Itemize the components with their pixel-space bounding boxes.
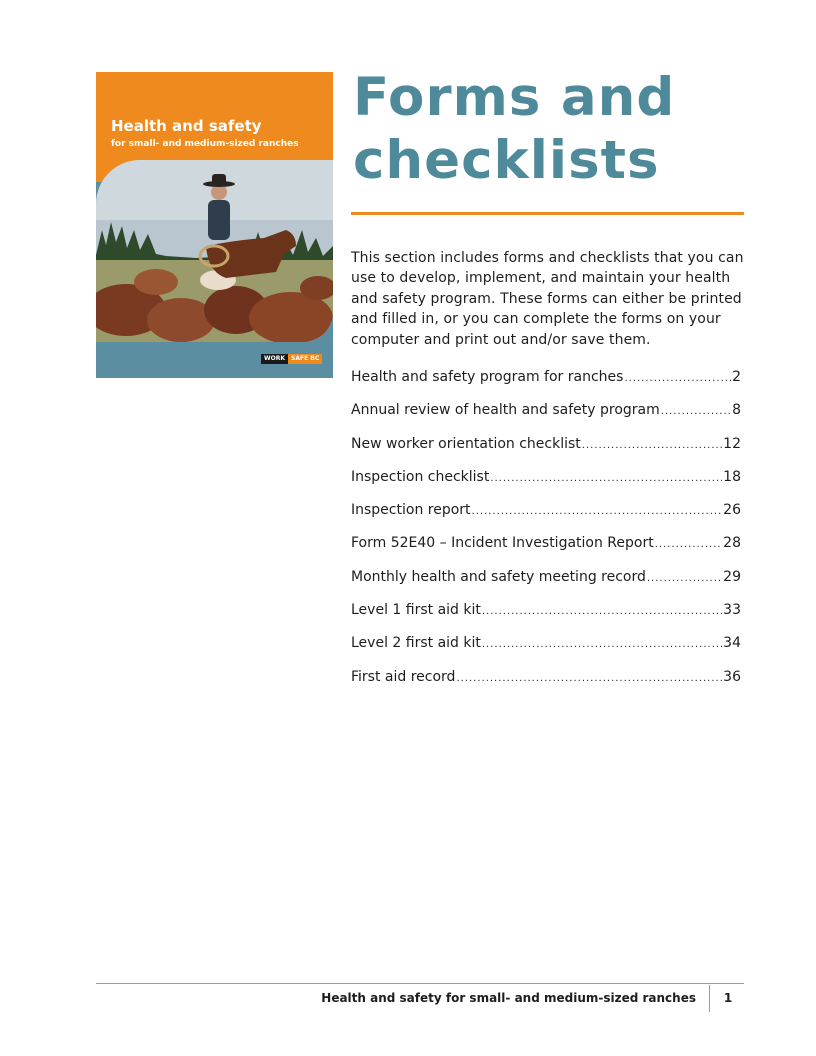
toc-entry[interactable] (351, 599, 741, 632)
logo-work: WORK (261, 354, 288, 364)
toc-entry-page: 36 (723, 668, 741, 685)
toc-entry-page: 18 (723, 468, 741, 485)
toc-entry[interactable] (351, 433, 741, 466)
toc-entry[interactable] (351, 632, 741, 665)
title-divider (351, 212, 744, 215)
toc-entry-page: 33 (723, 602, 741, 619)
toc-entry-page: 12 (723, 435, 741, 452)
intro-paragraph: This section includes forms and checklists that you can use to develop, implement, and maintain your health and safety program. These forms can either be printed and filled in, or you can complete the forms on your computer and print out and/or save them. (351, 250, 744, 348)
toc-entry-label: Inspection report (351, 502, 471, 519)
toc-entry-page: 34 (723, 635, 741, 652)
toc-entry-label: Annual review of health and safety program (351, 402, 660, 419)
toc-leader-dots (482, 634, 722, 656)
toc-entry-label: Monthly health and safety meeting record (351, 568, 646, 585)
cover-subtitle: for small- and medium-sized ranches (111, 139, 299, 149)
toc-leader-dots (490, 468, 722, 490)
worksafebc-logo (261, 354, 322, 364)
toc-entry[interactable] (351, 399, 741, 432)
toc-leader-dots (661, 401, 731, 423)
toc-leader-dots (472, 501, 723, 523)
toc-entry-page: 2 (732, 369, 741, 385)
page-title-line2: checklists (353, 130, 660, 191)
cover-title: Health and safety (111, 117, 262, 135)
toc-entry-label: Level 1 first aid kit (351, 602, 481, 619)
toc-entry-label: Inspection checklist (351, 468, 490, 485)
toc-entry-label: New worker orientation checklist (351, 435, 581, 452)
footer-title: Health and safety for small- and medium-sized ranches (321, 991, 696, 1005)
toc-entry-label: Health and safety program for ranches (351, 369, 624, 385)
toc-entry-label: Level 2 first aid kit (351, 635, 481, 652)
page-title-line1: Forms and (353, 67, 676, 128)
toc-entry-page: 29 (723, 568, 741, 585)
toc-entry[interactable] (351, 566, 741, 599)
toc-leader-dots (456, 668, 722, 690)
footer-divider (96, 983, 744, 984)
toc-leader-dots (482, 601, 722, 623)
toc-entry[interactable] (351, 366, 741, 399)
toc-entry-label: First aid record (351, 668, 456, 685)
toc-entry-page: 8 (732, 402, 741, 419)
toc-entry-page: 26 (723, 502, 741, 519)
toc-leader-dots (582, 435, 722, 457)
toc-entry-page: 28 (723, 535, 741, 552)
page-number: 1 (723, 991, 733, 1005)
toc-entry[interactable] (351, 466, 741, 499)
logo-safebc: SAFE BC (288, 354, 322, 364)
table-of-contents (351, 366, 741, 699)
cover-photo-ranch (96, 160, 333, 342)
page-title (353, 66, 675, 192)
toc-leader-dots (647, 568, 722, 590)
toc-leader-dots (624, 368, 731, 390)
toc-leader-dots (655, 534, 722, 556)
footer-separator (709, 985, 710, 1012)
toc-entry[interactable] (351, 499, 741, 532)
toc-entry[interactable] (351, 532, 741, 565)
toc-entry[interactable] (351, 666, 741, 699)
cover-image (96, 72, 333, 378)
toc-entry-label: Form 52E40 – Incident Investigation Report (351, 535, 654, 552)
